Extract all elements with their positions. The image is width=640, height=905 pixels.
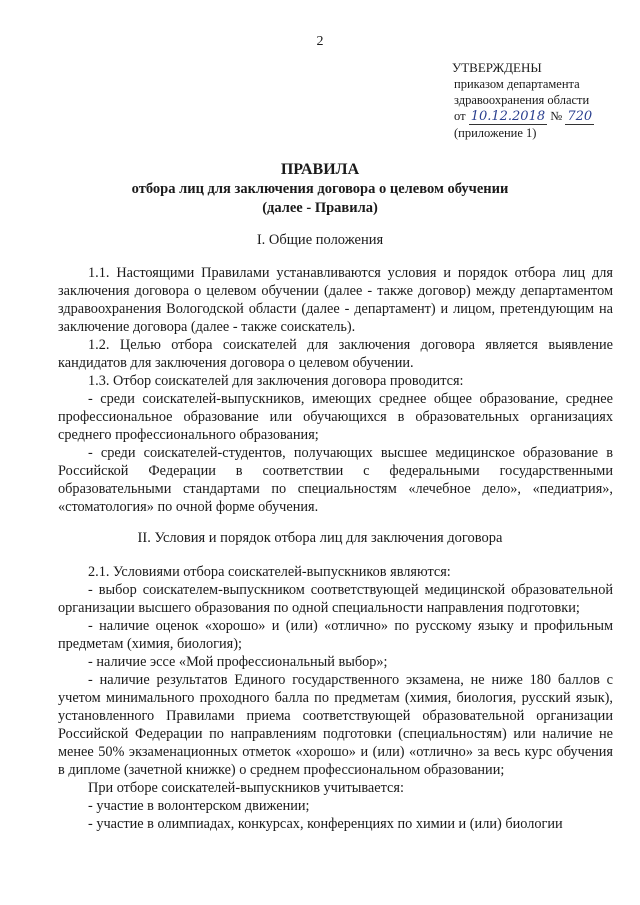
title-abbreviation: (далее - Правила): [262, 200, 378, 216]
approval-heading: УТВЕРЖДЕНЫ: [452, 60, 542, 75]
handwritten-date: 10.12.2018: [470, 109, 546, 124]
list-item: - наличие результатов Единого государственного экзамена, не ниже 180 баллов с учетом минимального проходного балла по предметам (химия, биология, русский язык), установленного Правилами приема соответствующей образовательной организации Российской Федерации по направлениям подготовки (специальностям) или наличие не менее 50% экзаменационных отметок «хорошо» и (или) «отлично» за весь курс обучения в дипломе (зачетной книжке) о среднем профессиональном образовании;: [58, 672, 613, 778]
paragraph-1-3: 1.3. Отбор соискателей для заключения договора проводится:: [88, 373, 464, 389]
section-1-body: [58, 264, 613, 516]
approval-block: [452, 60, 594, 141]
list-item: - среди соискателей-студентов, получающих высшее медицинское образование в Российской Федерации в соответствии с федеральными государственными образовательными стандартами по специальностям «лечебное дело», «педиатрия», «стоматология» по очной форме обучения.: [58, 445, 613, 515]
section-2-heading: II. Условия и порядок отбора лиц для заключения договора: [137, 530, 503, 546]
approval-appendix: (приложение 1): [454, 126, 537, 140]
approval-line-1: приказом департамента: [454, 77, 580, 91]
title-main: ПРАВИЛА: [280, 161, 360, 178]
list-item: - участие в волонтерском движении;: [88, 798, 310, 814]
list-item: - наличие эссе «Мой профессиональный выбор»;: [88, 654, 388, 670]
document-title: [0, 160, 640, 218]
approval-date-line: [452, 108, 594, 125]
handwritten-number: 720: [567, 109, 593, 124]
paragraph-considered: При отборе соискателей-выпускников учитывается:: [88, 780, 404, 796]
paragraph-2-1: 2.1. Условиями отбора соискателей-выпускников являются:: [88, 564, 451, 580]
number-sign: №: [550, 109, 563, 123]
paragraph-1-2: 1.2. Целью отбора соискателей для заключения договора является выявление кандидатов для заключения договора о целевом обучении.: [58, 337, 613, 371]
paragraph-1-1: 1.1. Настоящими Правилами устанавливаются условия и порядок отбора лиц для заключения договора о целевом обучении (далее - также договор) между департаментом здравоохранения Вологодской области (далее - департамент) и лицом, претендующим на заключение договора (далее - также соискатель).: [58, 265, 613, 335]
list-item: - среди соискателей-выпускников, имеющих среднее общее образование, среднее профессиональное образование или обучающихся в образовательных организациях среднего профессионального образования;: [58, 391, 613, 443]
section-1-heading: I. Общие положения: [256, 232, 384, 248]
list-item: - наличие оценок «хорошо» и (или) «отлично» по русскому языку и профильным предметам (химия, биология);: [58, 618, 613, 652]
section-2-body: [58, 563, 613, 833]
list-item: - выбор соискателем-выпускником соответствующей медицинской образовательной организации высшего образования по одной специальности направления подготовки;: [58, 582, 613, 616]
approval-line-2: здравоохранения области: [454, 93, 590, 107]
date-prefix: от: [454, 109, 466, 123]
list-item: - участие в олимпиадах, конкурсах, конференциях по химии и (или) биологии: [88, 816, 563, 832]
page-number: 2: [316, 34, 324, 49]
title-subtitle: отбора лиц для заключения договора о целевом обучении: [131, 181, 509, 197]
